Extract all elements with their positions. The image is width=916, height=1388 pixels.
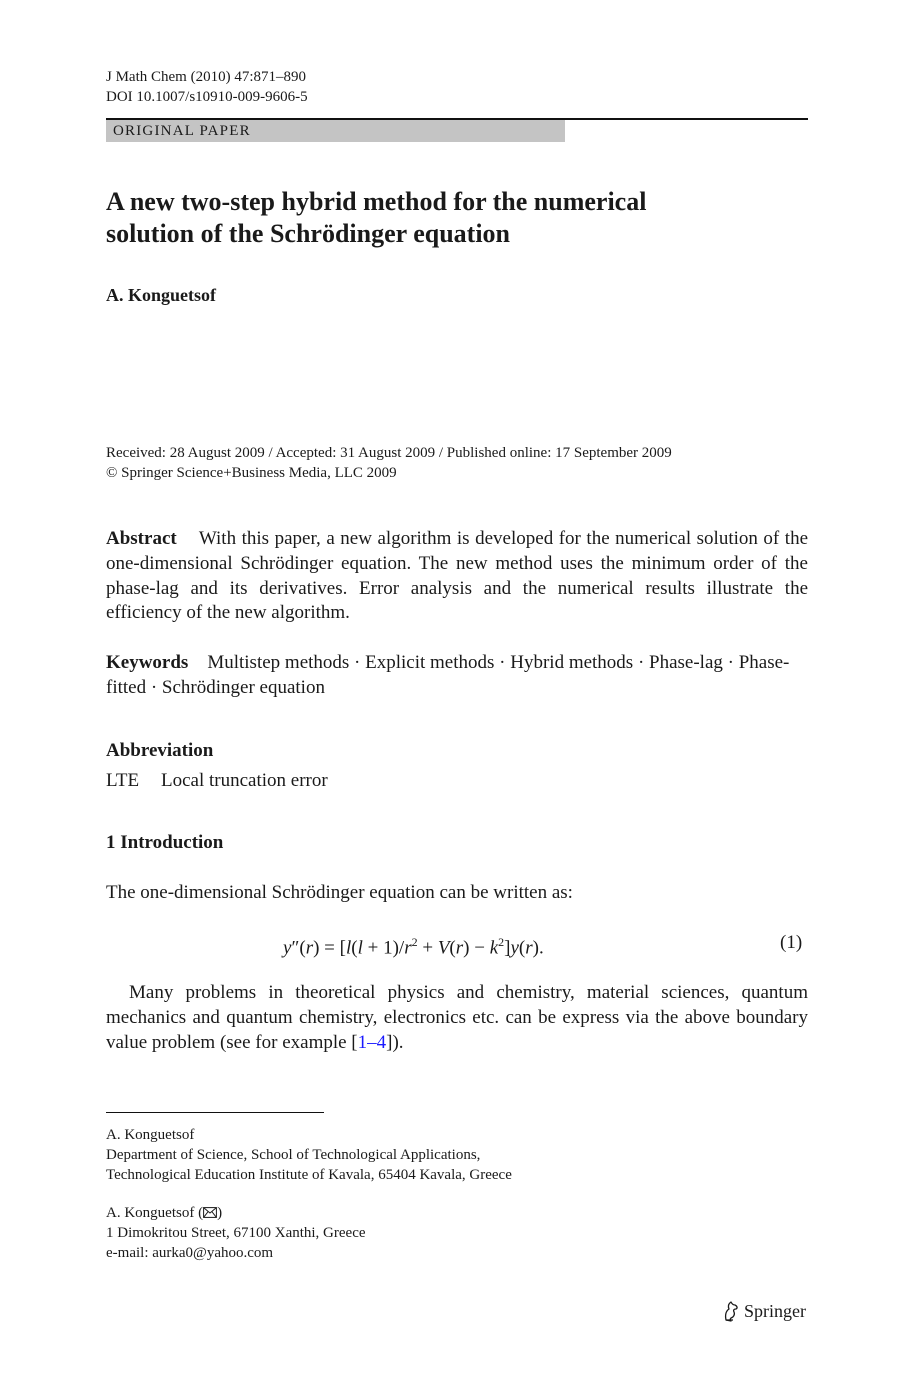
abstract-text: With this paper, a new algorithm is developed for the numerical solution of the one-dimensional Schrödinger equation. The new method uses the minimum order of the phase-lag and its derivatives. Error analysis and the numerical results illustrate the efficiency of the new algorithm.	[106, 528, 809, 624]
keywords-label: Keywords	[106, 652, 189, 673]
citation-link-4[interactable]: 4	[376, 1031, 387, 1053]
footnote-department: Department of Science, School of Technological Applications,	[106, 1147, 481, 1163]
author-name: A. Konguetsof	[106, 285, 217, 305]
footnote-email[interactable]: e-mail: aurka0@yahoo.com	[106, 1245, 274, 1261]
copyright-line: © Springer Science+Business Media, LLC 2009	[106, 465, 397, 481]
title-line-2: solution of the Schrödinger equation	[106, 219, 511, 248]
intro-paragraph	[106, 981, 808, 1055]
keywords-text: Multistep methods · Explicit methods · Hybrid methods · Phase-lag · Phase-fitted · Schrödinger equation	[106, 652, 790, 698]
intro-lead-sentence: The one-dimensional Schrödinger equation can be written as:	[106, 882, 573, 903]
citation-link-1[interactable]: 1	[357, 1031, 368, 1053]
abbreviation-heading: Abbreviation	[106, 740, 214, 761]
springer-horse-icon	[722, 1300, 740, 1322]
footnote-institution: Technological Education Institute of Kavala, 65404 Kavala, Greece	[106, 1167, 512, 1183]
title-line-1: A new two-step hybrid method for the numerical	[106, 187, 647, 216]
footnote-rule	[106, 1112, 324, 1113]
abstract-label: Abstract	[106, 528, 177, 549]
keywords	[106, 651, 808, 701]
doi[interactable]: DOI 10.1007/s10910-009-9606-5	[106, 89, 308, 105]
intro-paragraph-end: ]).	[386, 1031, 404, 1053]
publisher-logo	[722, 1298, 806, 1324]
envelope-icon	[203, 1207, 217, 1218]
intro-paragraph-text: Many problems in theoretical physics and chemistry, material sciences, quantum mechanics and quantum chemistry, electronics etc. can be express via the above boundary value problem (see for example [	[106, 982, 808, 1053]
section-heading-introduction: 1 Introduction	[106, 832, 224, 853]
publication-dates: Received: 28 August 2009 / Accepted: 31 August 2009 / Published online: 17 September 2009	[106, 445, 672, 461]
abstract	[106, 527, 808, 626]
footnote-corresponding-author	[106, 1203, 222, 1223]
publisher-name: Springer	[744, 1301, 806, 1321]
journal-reference: J Math Chem (2010) 47:871–890	[106, 69, 306, 85]
corresponding-author-close: )	[217, 1205, 223, 1221]
equation-1: $y''(r) = [l(l + 1)/r^2 + V(r) - k^2]y(r)$.	[283, 935, 544, 959]
abbreviation-definition: Local truncation error	[161, 770, 328, 791]
corresponding-author-name: A. Konguetsof (	[106, 1205, 204, 1221]
paper-type-band	[106, 120, 565, 142]
paper-type-label: ORIGINAL PAPER	[113, 123, 251, 139]
abbreviation-term: LTE	[106, 770, 140, 791]
footnote-author-name: A. Konguetsof	[106, 1127, 195, 1143]
paper-title	[106, 186, 806, 250]
citation-dash: –	[367, 1031, 377, 1053]
abbreviation-row	[106, 769, 328, 793]
equation-number: (1)	[780, 932, 803, 953]
footnote-address: 1 Dimokritou Street, 67100 Xanthi, Greece	[106, 1225, 366, 1241]
